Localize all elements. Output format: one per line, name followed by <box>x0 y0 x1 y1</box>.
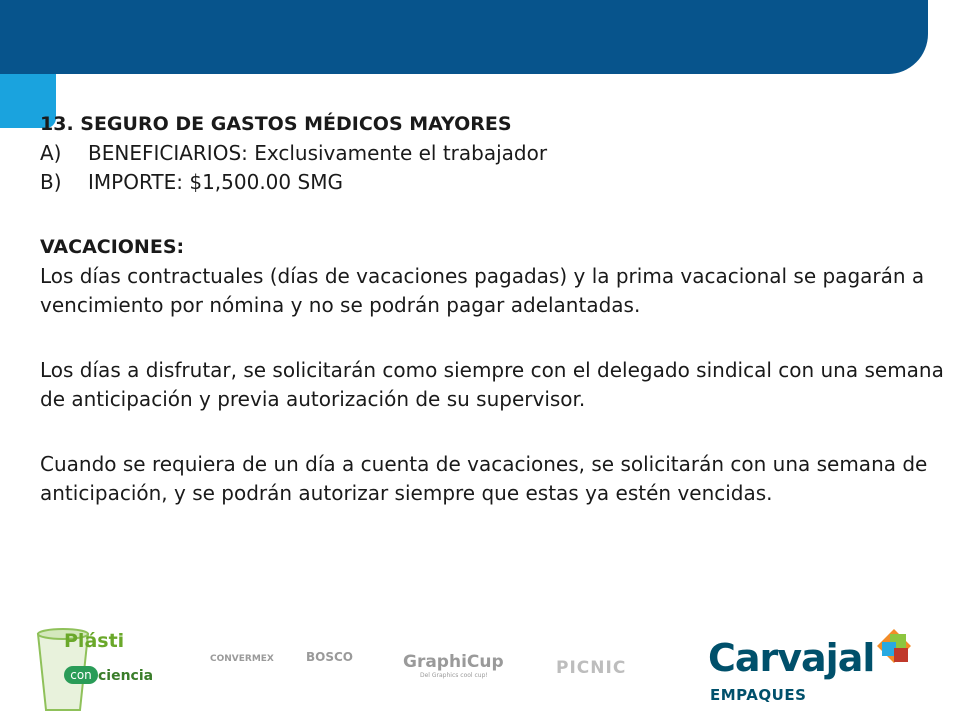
list-text: IMPORTE: $1,500.00 SMG <box>88 170 343 194</box>
carvajal-subtitle: EMPAQUES <box>710 686 807 704</box>
graphicup-logo: GraphiCup <box>403 652 504 672</box>
paragraph: Cuando se requiera de un día a cuenta de vacaciones, se solicitarán con una semana de anticipación, y se podrán autorizar siempre que estas ya estén vencidas. <box>40 452 928 505</box>
convermex-logo: CONVERMEX <box>210 654 274 664</box>
bosco-logo: BOSCO <box>306 650 353 664</box>
paragraph: Los días a disfrutar, se solicitarán como siempre con el delegado sindical con una semana de anticipación y previa autorización de su supervisor. <box>40 358 944 411</box>
slide-content <box>40 110 945 508</box>
con-badge: con <box>64 666 98 684</box>
footer-logos <box>0 620 960 720</box>
section-title: 13. SEGURO DE GASTOS MÉDICOS MAYORES <box>40 113 512 135</box>
paragraph: Los días contractuales (días de vacaciones pagadas) y la prima vacacional se pagarán a vencimiento por nómina y no se podrán pagar adelantadas. <box>40 264 925 317</box>
graphicup-tagline: Del Graphics cool cup! <box>420 672 488 679</box>
list-item <box>40 168 945 197</box>
plasticonciencia-logo <box>34 626 154 716</box>
list-text: BENEFICIARIOS: Exclusivamente el trabajador <box>88 141 548 165</box>
picnic-logo: PICNIC <box>556 658 627 678</box>
list-marker: B) <box>40 170 62 194</box>
list-marker: A) <box>40 141 62 165</box>
vacaciones-title: VACACIONES: <box>40 236 185 258</box>
plasti-text: Plásti <box>64 630 125 652</box>
carvajal-logo-text: Carvajal <box>708 636 875 680</box>
list-item <box>40 139 945 168</box>
ciencia-text: ciencia <box>98 668 154 684</box>
carvajal-mark-icon <box>876 628 916 668</box>
header-bar <box>0 0 928 74</box>
